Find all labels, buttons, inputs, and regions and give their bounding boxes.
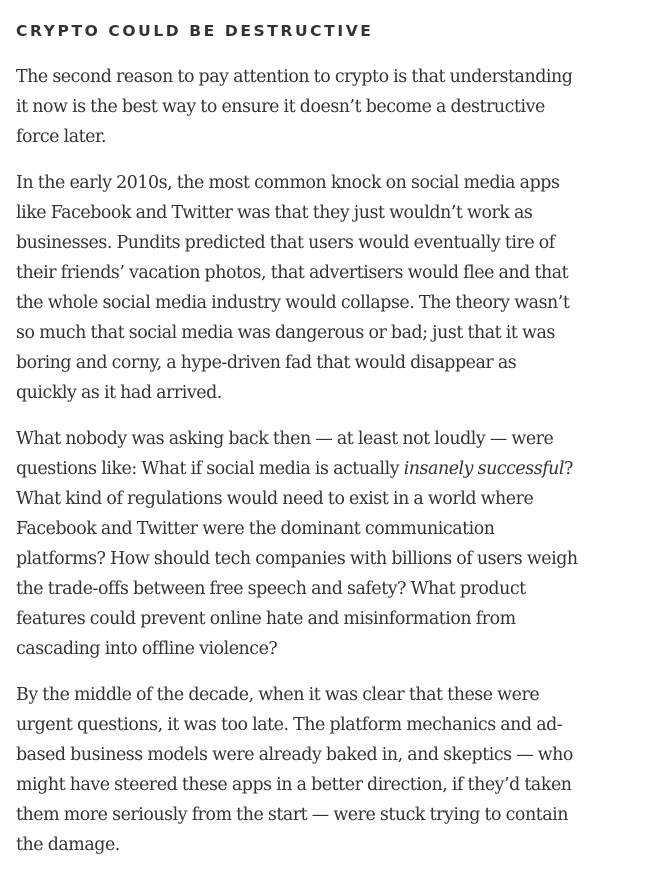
- paragraph-3: [16, 424, 616, 664]
- paragraph-2: [16, 168, 616, 408]
- paragraph-line: might have steered these apps in a better direction, if they’d taken: [16, 775, 572, 795]
- paragraph-line: In the early 2010s, the most common knock on social media apps: [16, 173, 560, 193]
- paragraph-line: the trade-offs between free speech and safety? What product: [16, 579, 526, 599]
- line-text-before-emphasis: questions like: What if social media is actually: [16, 459, 404, 479]
- paragraph-line: their friends’ vacation photos, that advertisers would flee and that: [16, 263, 569, 283]
- paragraph-line: boring and corny, a hype-driven fad that would disappear as: [16, 353, 517, 373]
- paragraph-line: Facebook and Twitter were the dominant communication: [16, 519, 495, 539]
- paragraph-line: them more seriously from the start — were stuck trying to contain: [16, 805, 569, 825]
- paragraph-line: The second reason to pay attention to crypto is that understanding: [16, 67, 573, 87]
- paragraph-line: platforms? How should tech companies with billions of users weigh: [16, 549, 578, 569]
- paragraph-line: so much that social media was dangerous or bad; just that it was: [16, 323, 555, 343]
- paragraph-4: [16, 680, 616, 860]
- paragraph-line: it now is the best way to ensure it doesn’t become a destructive: [16, 97, 545, 117]
- paragraph-line-with-emphasis: [16, 454, 616, 484]
- paragraph-line: the damage.: [16, 835, 120, 855]
- article-body: [16, 20, 616, 876]
- paragraph-line: cascading into offline violence?: [16, 639, 278, 659]
- paragraph-line: the whole social media industry would collapse. The theory wasn’t: [16, 293, 570, 313]
- paragraph-line: By the middle of the decade, when it was clear that these were: [16, 685, 540, 705]
- section-heading: CRYPTO COULD BE DESTRUCTIVE: [16, 22, 374, 40]
- paragraph-line: based business models were already baked in, and skeptics — who: [16, 745, 573, 765]
- emphasis-text: insanely successful: [403, 459, 565, 479]
- paragraph-line: features could prevent online hate and misinformation from: [16, 609, 516, 629]
- paragraph-line: quickly as it had arrived.: [16, 383, 222, 403]
- line-text-after-emphasis: ?: [564, 459, 573, 479]
- paragraph-line: urgent questions, it was too late. The platform mechanics and ad-: [16, 715, 563, 735]
- paragraph-line: What nobody was asking back then — at least not loudly — were: [16, 429, 554, 449]
- paragraph-line: like Facebook and Twitter was that they just wouldn’t work as: [16, 203, 533, 223]
- paragraph-line: What kind of regulations would need to exist in a world where: [16, 489, 534, 509]
- paragraph-1: [16, 62, 616, 152]
- paragraph-line: businesses. Pundits predicted that users would eventually tire of: [16, 233, 555, 253]
- paragraph-line: force later.: [16, 127, 107, 147]
